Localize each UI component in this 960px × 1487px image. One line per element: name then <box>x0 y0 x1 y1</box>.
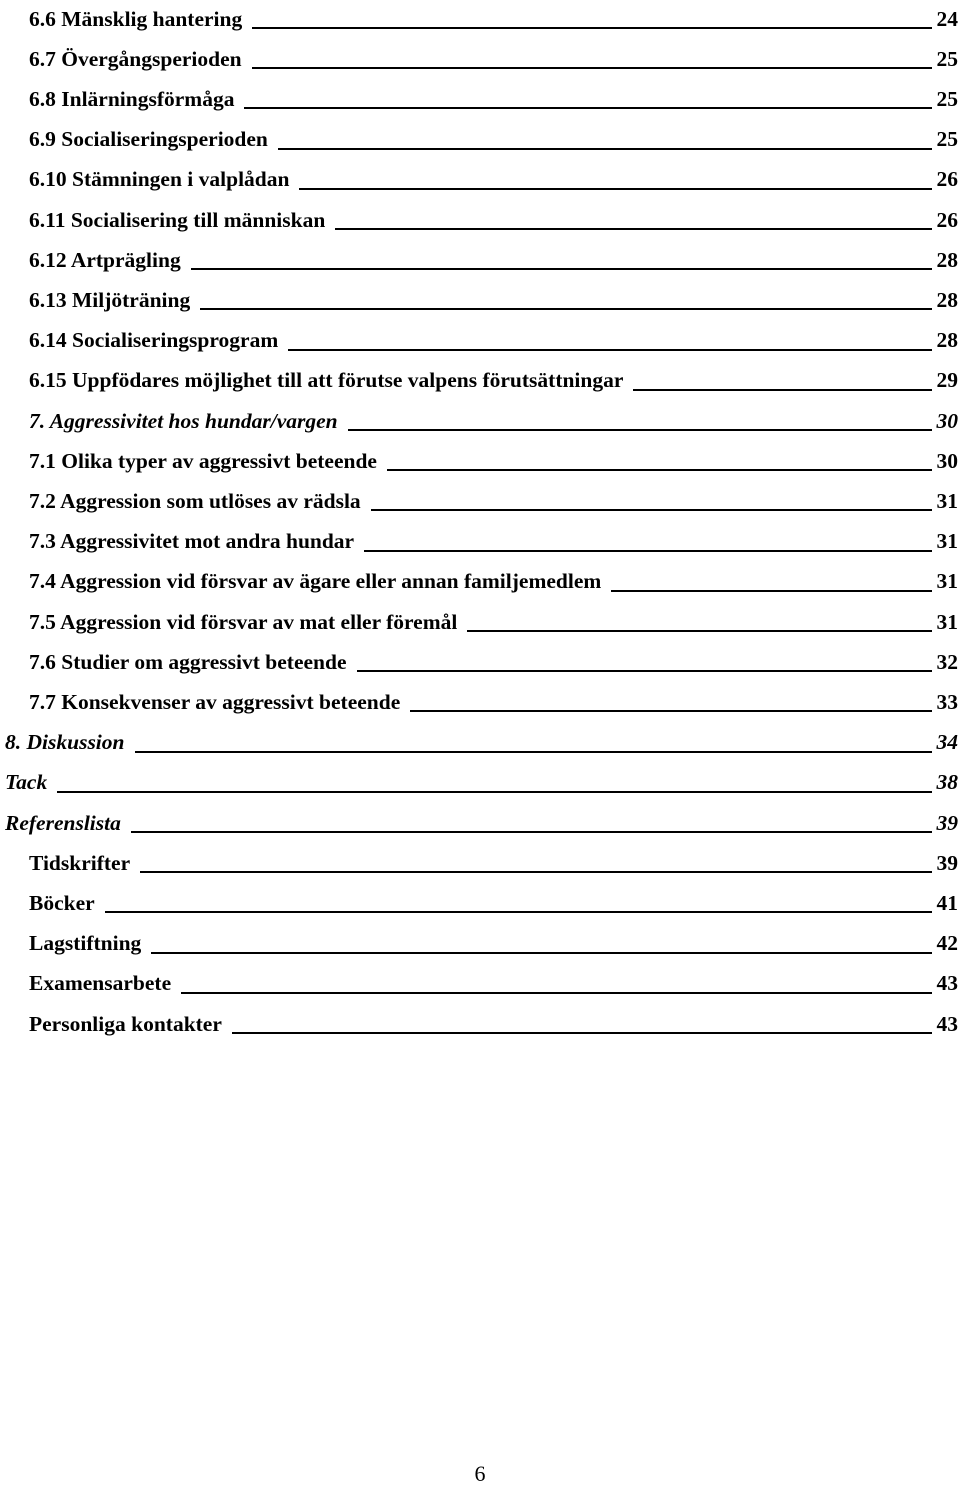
toc-entry-page: 28 <box>936 287 958 312</box>
toc-entry[interactable] <box>0 563 960 593</box>
toc-leader-line <box>299 188 931 190</box>
toc-leader-line <box>131 831 932 833</box>
toc-entry-page: 43 <box>936 971 958 996</box>
toc-entry-title: Examensarbete <box>29 971 172 996</box>
toc-entry-title: Referenslista <box>5 810 121 835</box>
toc-entry-page: 30 <box>936 448 958 473</box>
toc-leader-line <box>364 550 931 552</box>
toc-leader-line <box>181 992 931 994</box>
toc-entry[interactable] <box>0 442 960 472</box>
toc-entry-title: 7.2 Aggression som utlöses av rädsla <box>29 488 361 513</box>
toc-entry-page: 34 <box>936 730 958 755</box>
toc-entry-title: 7.7 Konsekvenser av aggressivt beteende <box>29 689 401 714</box>
toc-entry-title: 7.1 Olika typer av aggressivt beteende <box>29 448 377 473</box>
toc-entry-title: 6.9 Socialiseringsperioden <box>29 127 268 152</box>
toc-entry-title: 6.14 Socialiseringsprogram <box>29 328 279 353</box>
toc-entry[interactable] <box>0 322 960 352</box>
toc-entry[interactable] <box>0 643 960 673</box>
toc-entry-title: 6.6 Mänsklig hantering <box>29 6 243 31</box>
toc-entry[interactable] <box>0 724 960 754</box>
toc-leader-line <box>105 911 932 913</box>
toc-entry-title: 7.6 Studier om aggressivt beteende <box>29 649 347 674</box>
toc-entry-page: 29 <box>936 368 958 393</box>
toc-entry[interactable] <box>0 925 960 955</box>
toc-leader-line <box>335 228 931 230</box>
toc-entry[interactable] <box>0 1005 960 1035</box>
toc-leader-line <box>191 268 932 270</box>
toc-entry-page: 26 <box>936 207 958 232</box>
toc-entry-page: 24 <box>936 6 958 31</box>
toc-entry-title: 6.8 Inlärningsförmåga <box>29 86 235 111</box>
toc-entry-title: Tack <box>5 770 48 795</box>
toc-leader-line <box>357 670 932 672</box>
toc-entry[interactable] <box>0 40 960 70</box>
toc-entry[interactable] <box>0 121 960 151</box>
toc-entry[interactable] <box>0 965 960 995</box>
toc-entry-page: 42 <box>936 931 958 956</box>
toc-entry[interactable] <box>0 80 960 110</box>
toc-entry-title: Tidskrifter <box>29 850 131 875</box>
toc-leader-line <box>288 349 931 351</box>
toc-entry[interactable] <box>0 241 960 271</box>
toc-leader-line <box>371 509 932 511</box>
toc-entry-page: 30 <box>936 408 958 433</box>
page-number: 6 <box>474 1461 486 1486</box>
toc-entry[interactable] <box>0 683 960 713</box>
toc-leader-line <box>232 1032 932 1034</box>
toc-entry-title: 6.7 Övergångsperioden <box>29 46 242 71</box>
toc-entry-title: 6.12 Artprägling <box>29 247 181 272</box>
toc-entry-page: 31 <box>936 529 958 554</box>
toc-entry-page: 33 <box>936 689 958 714</box>
toc-entry-title: 6.11 Socialisering till människan <box>29 207 326 232</box>
toc-entry-page: 28 <box>936 328 958 353</box>
toc-leader-line <box>200 308 931 310</box>
toc-leader-line <box>252 67 932 69</box>
toc-entry[interactable] <box>0 402 960 432</box>
toc-entry-page: 32 <box>936 649 958 674</box>
toc-entry[interactable] <box>0 603 960 633</box>
toc-leader-line <box>278 148 932 150</box>
toc-entry-page: 41 <box>936 890 958 915</box>
toc-entry-title: 6.10 Stämningen i valplådan <box>29 167 290 192</box>
toc-leader-line <box>611 590 931 592</box>
toc-leader-line <box>244 107 931 109</box>
toc-entry-page: 39 <box>936 850 958 875</box>
toc-leader-line <box>633 389 931 391</box>
toc-entry-page: 25 <box>936 127 958 152</box>
toc-leader-line <box>410 710 931 712</box>
toc-entry-title: 8. Diskussion <box>5 730 125 755</box>
toc-entry-title: 6.13 Miljöträning <box>29 287 191 312</box>
toc-entry[interactable] <box>0 764 960 794</box>
toc-leader-line <box>57 791 931 793</box>
toc-entry-page: 31 <box>936 569 958 594</box>
toc-entry-title: 6.15 Uppfödares möjlighet till att förutse valpens förutsättningar <box>29 368 624 393</box>
toc-entry-page: 28 <box>936 247 958 272</box>
toc-leader-line <box>140 871 931 873</box>
toc-leader-line <box>151 952 931 954</box>
toc-entry-page: 25 <box>936 46 958 71</box>
toc-entry-page: 31 <box>936 488 958 513</box>
toc-entry-page: 31 <box>936 609 958 634</box>
toc-entry[interactable] <box>0 482 960 512</box>
toc-entry-page: 25 <box>936 86 958 111</box>
toc-leader-line <box>252 27 931 29</box>
toc-entry[interactable] <box>0 362 960 392</box>
toc-entry[interactable] <box>0 0 960 30</box>
toc-entry-page: 38 <box>936 770 958 795</box>
toc-leader-line <box>387 469 932 471</box>
toc-entry[interactable] <box>0 884 960 914</box>
toc-entry-page: 26 <box>936 167 958 192</box>
toc-entry[interactable] <box>0 844 960 874</box>
toc-entry[interactable] <box>0 523 960 553</box>
toc-entry-title: Lagstiftning <box>29 931 142 956</box>
toc-entry[interactable] <box>0 804 960 834</box>
toc-entry-title: 7.4 Aggression vid försvar av ägare eller annan familjemedlem <box>29 569 602 594</box>
toc-entry[interactable] <box>0 201 960 231</box>
toc-leader-line <box>348 429 932 431</box>
toc-entry-page: 43 <box>936 1011 958 1036</box>
toc-entry-title: Personliga kontakter <box>29 1011 222 1036</box>
toc-entry-title: 7.5 Aggression vid försvar av mat eller föremål <box>29 609 458 634</box>
toc-entry-page: 39 <box>936 810 958 835</box>
toc-entry[interactable] <box>0 281 960 311</box>
toc-leader-line <box>467 630 931 632</box>
toc-entry-title: 7.3 Aggressivitet mot andra hundar <box>29 529 355 554</box>
toc-entry-title: 7. Aggressivitet hos hundar/vargen <box>29 408 338 433</box>
toc-entry[interactable] <box>0 161 960 191</box>
toc-leader-line <box>135 751 932 753</box>
toc-entry-title: Böcker <box>29 890 95 915</box>
